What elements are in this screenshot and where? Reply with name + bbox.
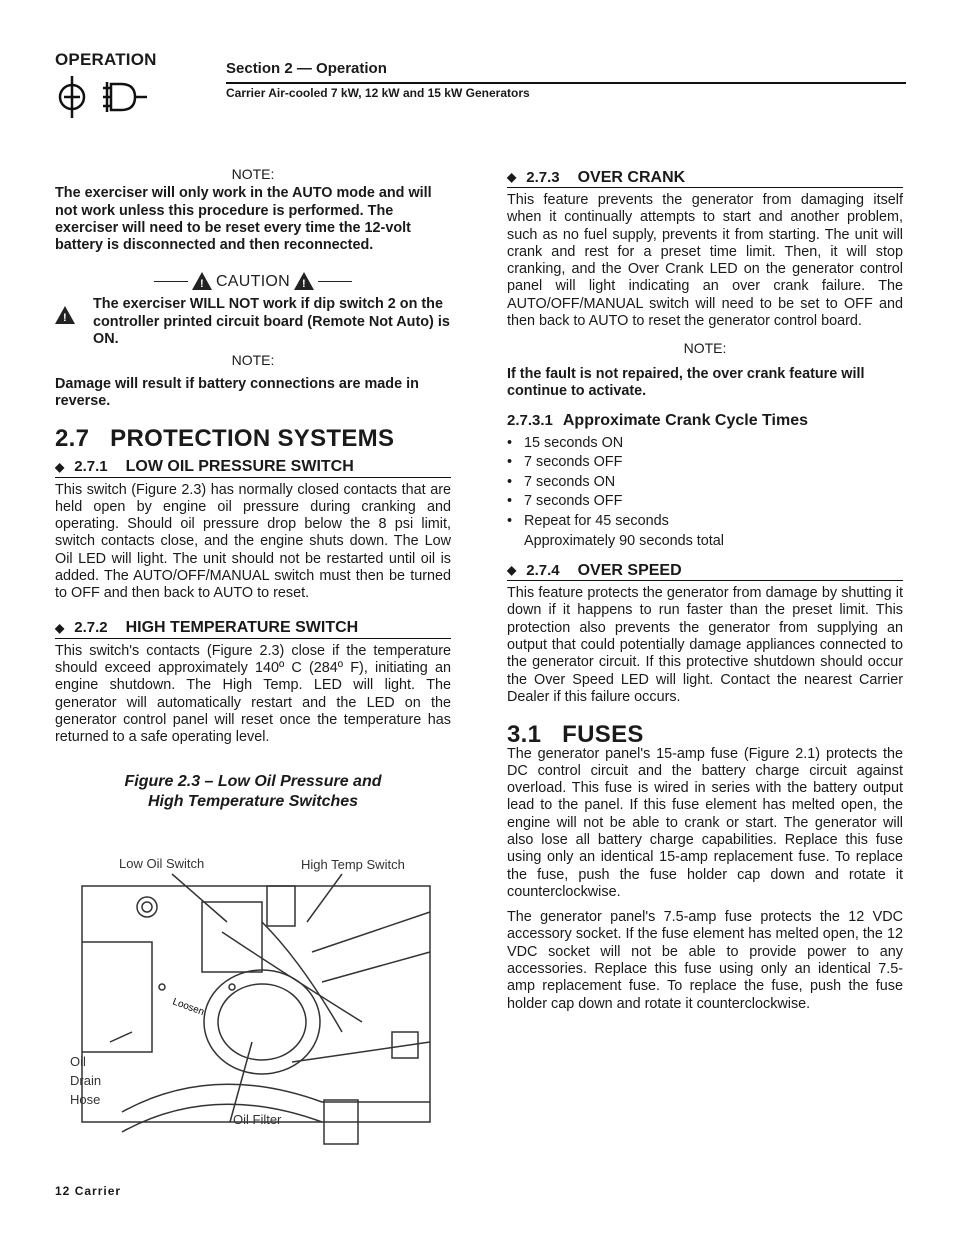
warning-triangle-icon [192,272,212,290]
list-item: • Repeat for 45 seconds [507,512,903,532]
document-subtitle: Carrier Air-cooled 7 kW, 12 kW and 15 kW Generators [226,86,530,100]
note-text: If the fault is not repaired, the over crank feature will continue to activate. [507,365,865,399]
diamond-bullet-icon: ◆ [55,620,65,635]
caution-text: The exerciser WILL NOT work if dip switch 2 on the controller printed circuit board (Remote Not Auto) is ON. [93,296,450,348]
figure-2-3-illustration [62,852,442,1152]
page-number: 12 [55,1184,71,1198]
page-footer [55,1184,121,1198]
warning-triangle-icon [294,272,314,290]
note-heading: NOTE: [231,352,275,369]
note-text: The exerciser will only work in the AUTO mode and will not work unless this procedure is performed. The exerciser will need to be reset every time the 12-volt battery is disconnected and then reconnected. [55,185,432,254]
section-title: Section 2 — Operation [226,60,387,77]
figure-label-loosen: Loosen [170,996,206,1019]
subsection-heading-2-7-4: ◆ 2.7.4 OVER SPEED [507,561,903,581]
caution-banner [55,272,451,290]
section-tag: OPERATION [55,50,157,69]
note-heading: NOTE: [231,166,275,182]
list-item: • 15 seconds ON [507,434,903,454]
paragraph: This switch (Figure 2.3) has normally closed contacts that are held open by engine oil pressure during cranking and operating. Should oil pressure drop below the 8 psi limit, switch contacts close, and the engine shuts down. The Low Oil LED will light. The unit should not be restarted until oil is added. The AUTO/OFF/MANUAL switch must then be turned to OFF and then back to AUTO to reset. [55,481,451,602]
subsection-heading-2-7-3-1: 2.7.3.1 Approximate Crank Cycle Times [507,412,809,430]
figure-caption: Figure 2.3 – Low Oil Pressure and High Temperature Switches [124,773,382,811]
caution-label: CAUTION [215,272,291,290]
list-item: • 7 seconds OFF [507,453,903,473]
note-heading: NOTE: [683,340,727,357]
diamond-bullet-icon: ◆ [55,459,65,474]
warning-triangle-icon [55,306,75,324]
header-rule [226,82,906,84]
note-text: Damage will result if battery connections are made in reverse. [55,375,419,409]
list-item: • 7 seconds ON [507,473,903,493]
right-column [507,168,903,1013]
left-column [55,166,451,812]
diamond-bullet-icon: ◆ [507,563,517,578]
paragraph: The generator panel's 15-amp fuse (Figure 2.1) protects the DC control circuit and the battery charge circuit against overload. This fuse is wired in series with the battery output lead to the panel. If this fuse element has melted open, the engine will not be able to crank or start. The generator will also lose all battery charge capabilities. Replace this fuse using only an identical 15-amp replacement fuse. To replace the fuse, push the fuse holder cap down and rotate it counterclockwise. [507,745,903,900]
subsection-heading-2-7-1: ◆ 2.7.1 LOW OIL PRESSURE SWITCH [55,458,451,478]
subsection-heading-2-7-2: ◆ 2.7.2 HIGH TEMPERATURE SWITCH [55,619,451,639]
section-heading-2-7: 2.7 PROTECTION SYSTEMS [55,425,395,453]
paragraph: This feature prevents the generator from damaging itself when it continually attempts to start and another problem, such as no fuel supply, prevents it from starting. The unit will crank and rest for a preset time limit. Then, it will stop cranking, and the Over Crank LED on the generator control panel will light indicating an over crank failure. The AUTO/OFF/MANUAL switch will need to be set to OFF and then back to AUTO to reset the generator control board. [507,192,903,330]
figure-label-oil-filter: Oil Filter [233,1112,282,1127]
footer-brand: Carrier [74,1184,122,1198]
paragraph: This switch's contacts (Figure 2.3) close if the temperature should exceed approximately 140º C (284º F), initiating an engine shutdown. The High Temp. LED will light. The generator will automatically restart and the LED on the generator control panel will reset once the temperature has returned to a safe operating level. [55,642,451,746]
diamond-bullet-icon: ◆ [507,170,517,184]
figure-label-low-oil-switch: Low Oil Switch [119,856,205,871]
caution-block [55,296,451,348]
crank-cycle-list [507,434,903,532]
section-heading-3-1: 3.1 FUSES [507,721,644,749]
figure-label-oil-drain-hose: Oil Drain Hose [70,1054,102,1107]
operation-icon [55,74,165,124]
figure-label-high-temp-switch: High Temp Switch [301,857,405,872]
list-item: • 7 seconds OFF [507,492,903,512]
paragraph: This feature protects the generator from damage by shutting it down if it happens to run faster than the preset limit. This protection also prevents the generator from supplying an output that could potentially damage appliances connected to the generator circuit. If this protective shutdown should occur the Over Speed LED will light. Contact the nearest Carrier Dealer if this failure occurs. [507,585,903,705]
paragraph: The generator panel's 7.5-amp fuse protects the 12 VDC accessory socket. If the fuse element has melted open, the 12 VDC socket will not be able to provide power to any accessories. Replace this fuse using only an identical 7.5-amp replacement fuse. To replace the fuse, push the fuse holder cap down and rotate it counterclockwise. [507,909,903,1012]
cycle-total: Approximately 90 seconds total [524,532,724,549]
subsection-heading-2-7-3: ◆ 2.7.3 OVER CRANK [507,168,903,188]
